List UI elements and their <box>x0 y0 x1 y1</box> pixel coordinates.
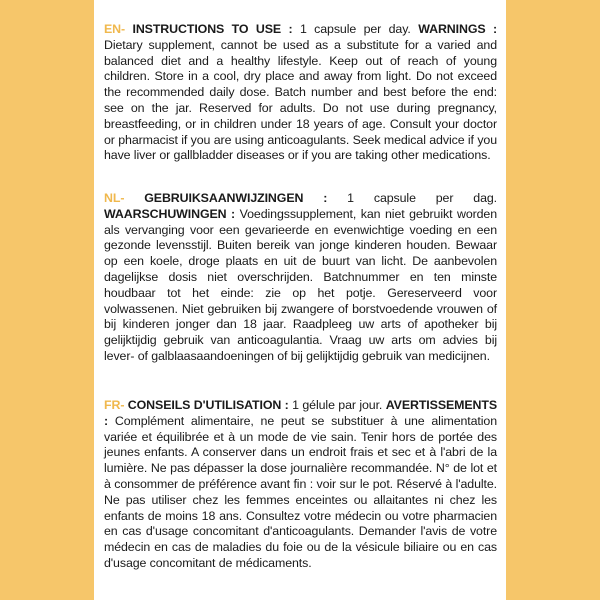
warnings-heading-en: WARNINGS : <box>418 22 497 36</box>
warnings-heading-fr: AVERTISSEMENTS : <box>104 398 498 428</box>
section-french <box>104 398 497 572</box>
section-dutch <box>104 191 497 365</box>
warnings-heading-nl: WAARSCHUWINGEN : <box>104 206 236 221</box>
instructions-heading-fr: CONSEILS D'UTILISATION : <box>127 398 289 412</box>
lang-prefix-fr: FR- <box>104 398 125 412</box>
section-english <box>104 22 497 164</box>
lang-prefix-en: EN- <box>104 22 126 36</box>
instructions-text-fr: 1 gélule par jour. <box>292 398 383 412</box>
instructions-text-nl: 1 capsule per dag. <box>347 191 497 205</box>
warnings-text-en: Dietary supplement, cannot be used as a substitute for a varied and balanced diet and a healthy lifestyle. Keep out of reach of young children. Store in a cool, dry place and away from light. Do not exceed the recommended daily dose. Batch number and best before the end: see on the jar. Reserved for adults. Do not use during pregnancy, breastfeeding, or in children under 18 years of age. Consult your doctor or pharmacist if you are using anticoagulants. Seek medical advice if you have liver or gallbladder diseases or if you are taking other medications. <box>104 37 497 163</box>
warnings-text-nl: Voedingssupplement, kan niet gebruikt worden als vervanging voor een gevarieerde en evenwichtige voeding en een gezonde levensstijl. Buiten bereik van jonge kinderen houden. Bewaar op een koele, droge plaats en uit de buurt van licht. De aanbevolen dagelijkse dosis niet overschrijden. Batchnummer en ten minste houdbaar tot het einde: zie op het potje. Gereserveerd voor volwassenen. Niet gebruiken bij zwangere of borstvoedende vrouwen of bij kinderen jonger dan 18 jaar. Raadpleeg uw arts of apotheker bij gelijktijdig gebruik van anticoagulantia. Vraag uw arts om advies bij lever- of galblaasaandoeningen of bij gelijktijdig gebruik van medicijnen. <box>104 206 498 363</box>
instructions-text-en: 1 capsule per day. <box>299 22 411 36</box>
instructions-heading-nl: GEBRUIKSAANWIJZINGEN : <box>144 191 328 205</box>
lang-prefix-nl: NL- <box>104 191 125 205</box>
instructions-heading-en: INSTRUCTIONS TO USE : <box>132 22 293 36</box>
warnings-text-fr: Complément alimentaire, ne peut se substituer à une alimentation variée et équilibrée et à un mode de vie sain. Tenir hors de portée des jeunes enfants. A conserver dans un endroit frais et sec et à l'abri de la lumière. Ne pas dépasser la dose journalière recommandée. N° de lot et à consommer de préférence avant fin : voir sur le pot. Réservé à l'adulte. Ne pas utiliser chez les femmes enceintes ou allaitantes ni chez les enfants de moins 18 ans. Consultez votre médecin ou votre pharmacien en cas d'usage concomitant d'anticoagulants. Demander l'avis de votre médecin en cas de maladies du foie ou de la vésicule biliaire ou en cas d'usage concomitant de médicaments. <box>104 413 498 570</box>
